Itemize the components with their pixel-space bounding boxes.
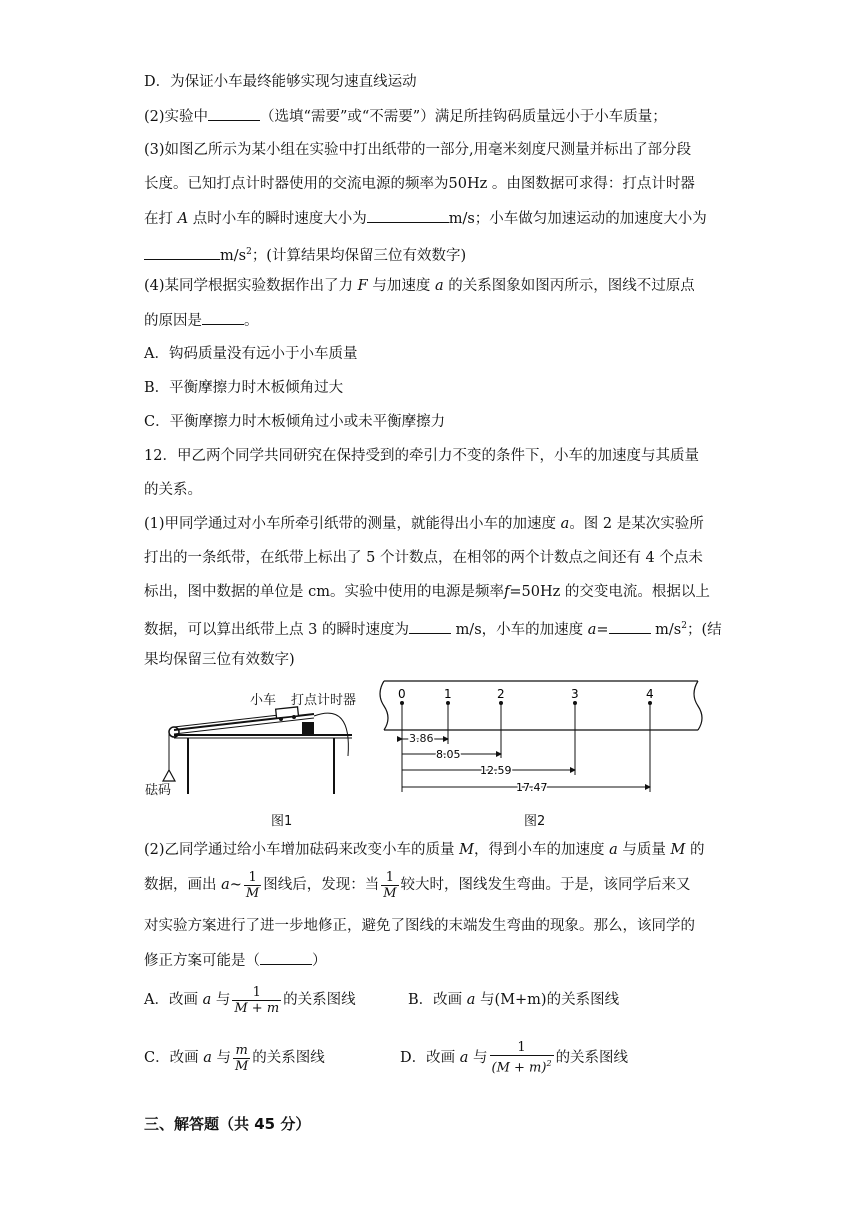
var-M: M [670, 842, 686, 858]
text: 点时小车的瞬时速度大小为 [192, 211, 367, 227]
numerator: 1 [517, 1040, 526, 1056]
answer-blank[interactable] [367, 208, 449, 223]
text: (2)乙同学通过给小车增加砝码来改变小车的质量 [144, 842, 455, 858]
var-a: a [221, 877, 230, 893]
denominator: M [245, 885, 260, 901]
car-label: 小车 [250, 693, 277, 708]
text: 数据，画出 [144, 877, 217, 893]
var-A: A [177, 211, 189, 227]
text: (4)某同学根据实验数据作出了力 [144, 278, 354, 294]
tape-label-4: 4 [646, 687, 654, 701]
distance-label: 8.05 [436, 748, 461, 761]
fraction [233, 1043, 250, 1074]
q12-p1-line5: 果均保留三位有效数字) [144, 652, 295, 668]
text: 的关系图线 [252, 1050, 325, 1066]
tape-label-1: 1 [444, 687, 452, 701]
sup: 2 [246, 247, 252, 257]
fraction [232, 985, 281, 1016]
sup: 2 [546, 1059, 552, 1069]
denominator-text: (M + m) [491, 1060, 547, 1076]
text: m/s；小车做匀加速运动的加速度大小为 [448, 211, 707, 227]
text: 的 [689, 842, 705, 858]
q11-part3-line1: (3)如图乙所示为某小组在实验中打出纸带的一部分,用毫米刻度尺测量并标出了部分段 [144, 142, 692, 158]
text: ，得到小车的加速度 [474, 842, 605, 858]
distance-label: 3.86 [409, 732, 434, 745]
q12-p2-line1 [144, 840, 704, 860]
text: 与质量 [622, 842, 666, 858]
fraction-1-over-M [381, 870, 398, 901]
fraction-1-over-M [244, 870, 261, 901]
q11-part4-line2 [144, 310, 259, 331]
option-a: A．钩码质量没有远小于小车质量 [144, 346, 358, 362]
q12-option-a [144, 982, 356, 1018]
var-a: a [434, 278, 444, 294]
denominator: M [383, 885, 397, 901]
option-c: C．平衡摩擦力时木板倾角过小或未平衡摩擦力 [144, 414, 446, 430]
numerator: m [235, 1042, 248, 1058]
weight-label: 砝码 [145, 783, 172, 798]
text: m/s，小车的加速度 [455, 621, 584, 638]
q12-p2-line3: 对实验方案进行了进一步地修正，避免了图线的末端发生弯曲的现象。那么，该同学的 [144, 918, 695, 934]
text: 。图 2 是某次实验所 [569, 516, 704, 532]
answer-blank[interactable] [202, 310, 244, 325]
text: ；(计算结果均保留三位有效数字) [251, 247, 467, 264]
text: 的关系图象如图丙所示，图线不过原点 [448, 278, 695, 294]
answer-blank[interactable] [208, 106, 260, 121]
text: 的关系图线 [555, 1050, 629, 1066]
distance-label: 12.59 [480, 764, 512, 777]
text: (1)甲同学通过对小车所牵引纸带的测量，就能得出小车的加速度 [144, 516, 557, 532]
figure2-tape [376, 678, 708, 798]
answer-blank[interactable] [609, 619, 651, 634]
section-heading: 三、解答题（共 45 分） [144, 1115, 311, 1133]
q12-p1-line1 [144, 514, 704, 534]
q12-stem-line2: 的关系。 [144, 482, 202, 498]
q11-part2-text-b: （选填“需要”或“不需要”）满足所挂钩码质量远小于小车质量； [260, 109, 667, 125]
figure1-caption: 图1 [271, 814, 293, 829]
tape-label-0: 0 [398, 687, 406, 701]
q12-p1-line3 [144, 582, 710, 602]
q11-part2-text-a: (2)实验中 [144, 109, 209, 125]
tape-label-3: 3 [571, 687, 579, 701]
q12-p1-line2: 打出的一条纸带，在纸带上标出了 5 个计数点，在相邻的两个计数点之间还有 4 个点未 [144, 550, 703, 566]
text: B．改画 [408, 992, 463, 1008]
text: ；(结 [686, 621, 722, 638]
unit: m/s [220, 247, 247, 264]
fraction [490, 1040, 554, 1075]
answer-blank[interactable] [409, 619, 451, 634]
text: C．改画 [144, 1050, 199, 1066]
q12-p2-line4 [144, 950, 327, 971]
var-M: M [459, 842, 475, 858]
denominator: M + m [234, 1000, 280, 1016]
q12-p2-line2 [144, 868, 691, 902]
q12-option-c [144, 1040, 325, 1076]
q12-option-d [400, 1040, 628, 1076]
text: ） [312, 953, 327, 969]
timer-label: 打点计时器 [291, 693, 357, 708]
var-a: a [587, 621, 597, 638]
q11-part3-line2: 长度。已知打点计时器使用的交流电源的频率为50Hz 。由图数据可求得：打点计时器 [144, 176, 695, 192]
text: 图线后，发现：当 [263, 877, 380, 893]
text: 数据，可以算出纸带上点 3 的瞬时速度为 [144, 621, 409, 638]
option-d: D．为保证小车最终能够实现匀速直线运动 [144, 74, 417, 90]
var-f: f [503, 584, 510, 600]
text: 的原因是 [144, 313, 202, 329]
q11-part3-line4 [144, 242, 466, 266]
text: 与 [215, 992, 231, 1008]
text: D．改画 [400, 1050, 456, 1066]
text: 修正方案可能是（ [144, 953, 260, 969]
text: 的关系图线 [283, 992, 356, 1008]
text: 在打 [144, 211, 173, 227]
q11-part2 [144, 106, 667, 127]
q12-p1-line4 [144, 616, 722, 640]
q12-option-b [408, 982, 619, 1018]
text: = [596, 621, 609, 638]
tilde: ~ [229, 877, 242, 893]
q11-part4-line1 [144, 276, 695, 296]
unit: m/s [655, 621, 682, 638]
var-F: F [357, 278, 368, 294]
var-a: a [609, 842, 618, 858]
text: 与 [473, 1050, 488, 1066]
text: 与 [216, 1050, 231, 1066]
text: 标出，图中数据的单位是 cm。实验中使用的电源是频率 [144, 584, 504, 600]
numerator: 1 [385, 869, 395, 885]
sup: 2 [681, 621, 687, 631]
q11-part3-line3 [144, 208, 707, 229]
var-a: a [203, 1050, 212, 1066]
var-a: a [560, 516, 570, 532]
text: 较大时，图线发生弯曲。于是，该同学后来又 [400, 877, 691, 893]
text: A．改画 [144, 992, 198, 1008]
text: =50Hz 的交变电流。根据以上 [509, 584, 710, 600]
denominator: M [234, 1058, 249, 1074]
option-b: B．平衡摩擦力时木板倾角过大 [144, 380, 344, 396]
numerator: 1 [248, 869, 257, 885]
q12-stem-line1: 12．甲乙两个同学共同研究在保持受到的牵引力不变的条件下，小车的加速度与其质量 [144, 448, 699, 464]
var-a: a [202, 992, 212, 1008]
answer-blank[interactable] [260, 950, 312, 965]
figure2-caption: 图2 [524, 814, 546, 829]
text: 与加速度 [372, 278, 431, 294]
tape-label-2: 2 [497, 687, 505, 701]
text: 与(M+m)的关系图线 [480, 992, 620, 1008]
denominator [490, 1055, 554, 1075]
text: 。 [244, 313, 259, 329]
distance-label: 17.47 [516, 781, 548, 794]
var-a: a [466, 992, 476, 1008]
answer-blank[interactable] [144, 245, 220, 260]
numerator: 1 [252, 984, 261, 1000]
var-a: a [459, 1050, 469, 1066]
